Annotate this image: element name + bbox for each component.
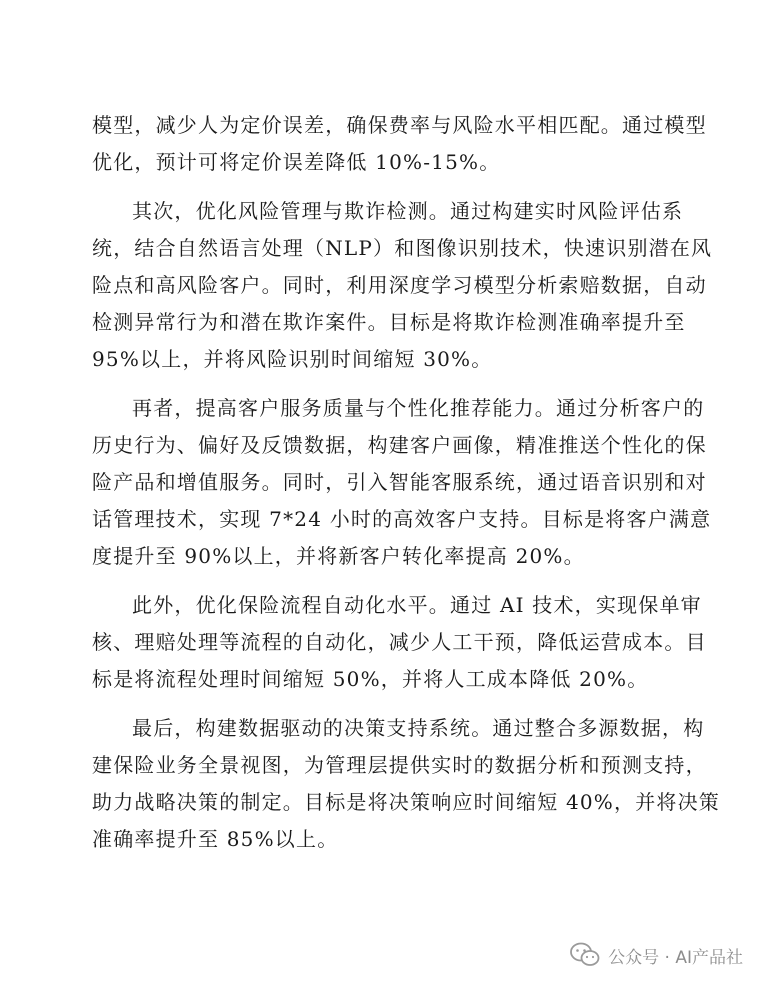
watermark-text: 公众号 · AI产品社 [608, 947, 743, 968]
text-line: 度提升至 90%以上，并将新客户转化率提高 20%。 [92, 544, 585, 568]
text-line: 其次，优化风险管理与欺诈检测。通过构建实时风险评估系 [132, 199, 684, 223]
text-line: 优化，预计可将定价误差降低 10%-15%。 [92, 150, 501, 174]
watermark [570, 942, 743, 968]
text-line: 检测异常行为和潜在欺诈案件。目标是将欺诈检测准确率提升至 [92, 310, 686, 334]
paragraph [92, 587, 707, 698]
text-line: 准确率提升至 85%以上。 [92, 827, 339, 851]
text-line: 再者，提高客户服务质量与个性化推荐能力。通过分析客户的 [132, 396, 705, 420]
text-line: 历史行为、偏好及反馈数据，构建客户画像，精准推送个性化的保 [92, 433, 707, 457]
text-line: 建保险业务全景视图，为管理层提供实时的数据分析和预测支持， [92, 753, 707, 777]
text-line: 助力战略决策的制定。目标是将决策响应时间缩短 40%，并将决策 [92, 790, 721, 814]
wechat-icon [570, 942, 600, 968]
paragraph [92, 390, 712, 575]
text-line: 核、理赔处理等流程的自动化，减少人工干预，降低运营成本。目 [92, 630, 707, 654]
document-body [92, 107, 721, 858]
text-line: 最后，构建数据驱动的决策支持系统。通过整合多源数据，构 [132, 716, 705, 740]
text-line: 险点和高风险客户。同时，利用深度学习模型分析索赔数据，自动 [92, 273, 707, 297]
text-line: 模型，减少人为定价误差，确保费率与风险水平相匹配。通过模型 [92, 113, 707, 137]
text-line: 标是将流程处理时间缩短 50%，并将人工成本降低 20%。 [92, 667, 649, 691]
text-line: 话管理技术，实现 7*24 小时的高效客户支持。目标是将客户满意 [92, 507, 712, 531]
text-line: 险产品和增值服务。同时，引入智能客服系统，通过语音识别和对 [92, 470, 707, 494]
paragraph [92, 193, 713, 378]
text-line: 95%以上，并将风险识别时间缩短 30%。 [92, 347, 493, 371]
text-line: 此外，优化保险流程自动化水平。通过 AI 技术，实现保单审 [132, 593, 702, 617]
text-line: 统，结合自然语言处理（NLP）和图像识别技术，快速识别潜在风 [92, 236, 713, 260]
paragraph [92, 710, 721, 858]
paragraph [92, 107, 707, 181]
